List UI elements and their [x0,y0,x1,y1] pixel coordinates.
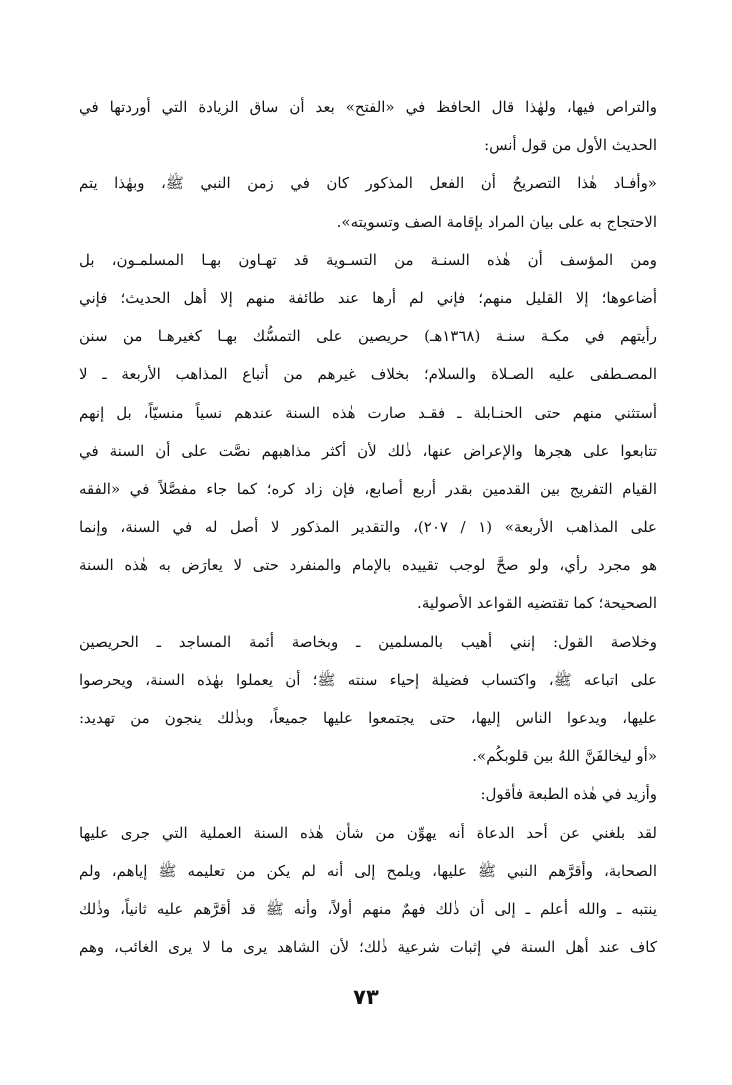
text-line: «وأفـاد هٰذا التصريحُ أن الفعل المذكور كان في زمن النبي ﷺ، وبهٰذا يتم [79,174,657,193]
text-line: والتراص فيها، ولهٰذا قال الحافظ في «الفتح» بعد أن ساق الزيادة التي أوردتها في [79,98,657,116]
text-line: وخلاصة القول: إنني أهيب بالمسلمين ـ وبخاصة أئمة المساجد ـ الحريصين [79,632,657,651]
text-line: الصحيحة؛ كما تقتضيه القواعد الأصولية. [417,594,657,613]
text-line: عليها، ويدعوا الناس إليها، حتى يجتمعوا عليها جميعاً، وبذٰلك ينجون من تهديد: [79,709,657,727]
text-line: على اتباعه ﷺ، واكتساب فضيلة إحياء سنته ﷺ؛ أن يعملوا بهٰذه السنة، ويحرصوا [79,670,657,689]
body-text [79,88,657,966]
text-line: أضاعوها؛ إلا القليل منهم؛ فإني لم أرها عند طائفة منهم إلا أهل الحديث؛ فإني [79,288,657,307]
text-line: ومن المؤسف أن هٰذه السنـة من التسـوية قد تهـاون بهـا المسلمـون، بل [79,250,657,269]
text-line: ينتبه ـ والله أعلم ـ إلى أن ذٰلك فهمٌ منهم أولاً، وأنه ﷺ قد أقرَّهم عليه ثانياً، وذٰلك [79,899,657,918]
text-line: الحديث الأول من قول أنس: [484,136,657,155]
text-line: على المذاهب الأربعة» (١ / ٢٠٧)، والتقدير المذكور لا أصل له في السنة، وإنما [79,518,657,537]
text-line: وأزيد في هٰذه الطبعة فأقول: [480,785,657,804]
text-line: «أو ليخالفَنَّ اللهُ بين قلوبكُم». [472,747,657,766]
text-line: لقد بلغني عن أحد الدعاة أنه يهوِّن من شأن هٰذه السنة العملية التي جرى عليها [79,823,657,842]
text-line: كاف عند أهل السنة في إثبات شرعية ذٰلك؛ لأن الشاهد يرى ما لا يرى الغائب، وهم [79,938,657,957]
page-number: ٧٣ [353,985,379,1009]
text-line: الصحابة، وأقرَّهم النبي ﷺ عليها، ويلمح إلى أنه لم يكن من تعليمه ﷺ إياهم، ولم [79,861,657,880]
text-line: المصـطفى عليه الصـلاة والسلام؛ بخلاف غيرهم من أتباع المذاهب الأربعة ـ لا [79,365,657,384]
text-line: الاحتجاج به على بيان المراد بإقامة الصف وتسويته». [336,212,657,231]
text-line: القيام التفريج بين القدمين بقدر أربع أصابع، فإن زاد كره؛ كما جاء مفصَّلاً في «الفقه [79,479,657,498]
text-line: أستثني منهم حتى الحنـابلة ـ فقـد صارت هٰذه السنة عندهم نسياً منسيّاً، بل إنهم [79,403,657,422]
text-line: تتابعوا على هجرها والإعراض عنها، ذٰلك لأن أكثر مذاهبهم نصَّت على أن السنة في [79,441,657,460]
text-line: رأيتهم في مكـة سنـة (١٣٦٨هـ) حريصين على التمسُّك بهـا كغيرهـا من سنن [79,327,657,346]
text-line: هو مجرد رأي، ولو صحَّ لوجب تقييده بالإمام والمنفرد حتى لا يعارَض به هٰذه السنة [79,556,657,575]
